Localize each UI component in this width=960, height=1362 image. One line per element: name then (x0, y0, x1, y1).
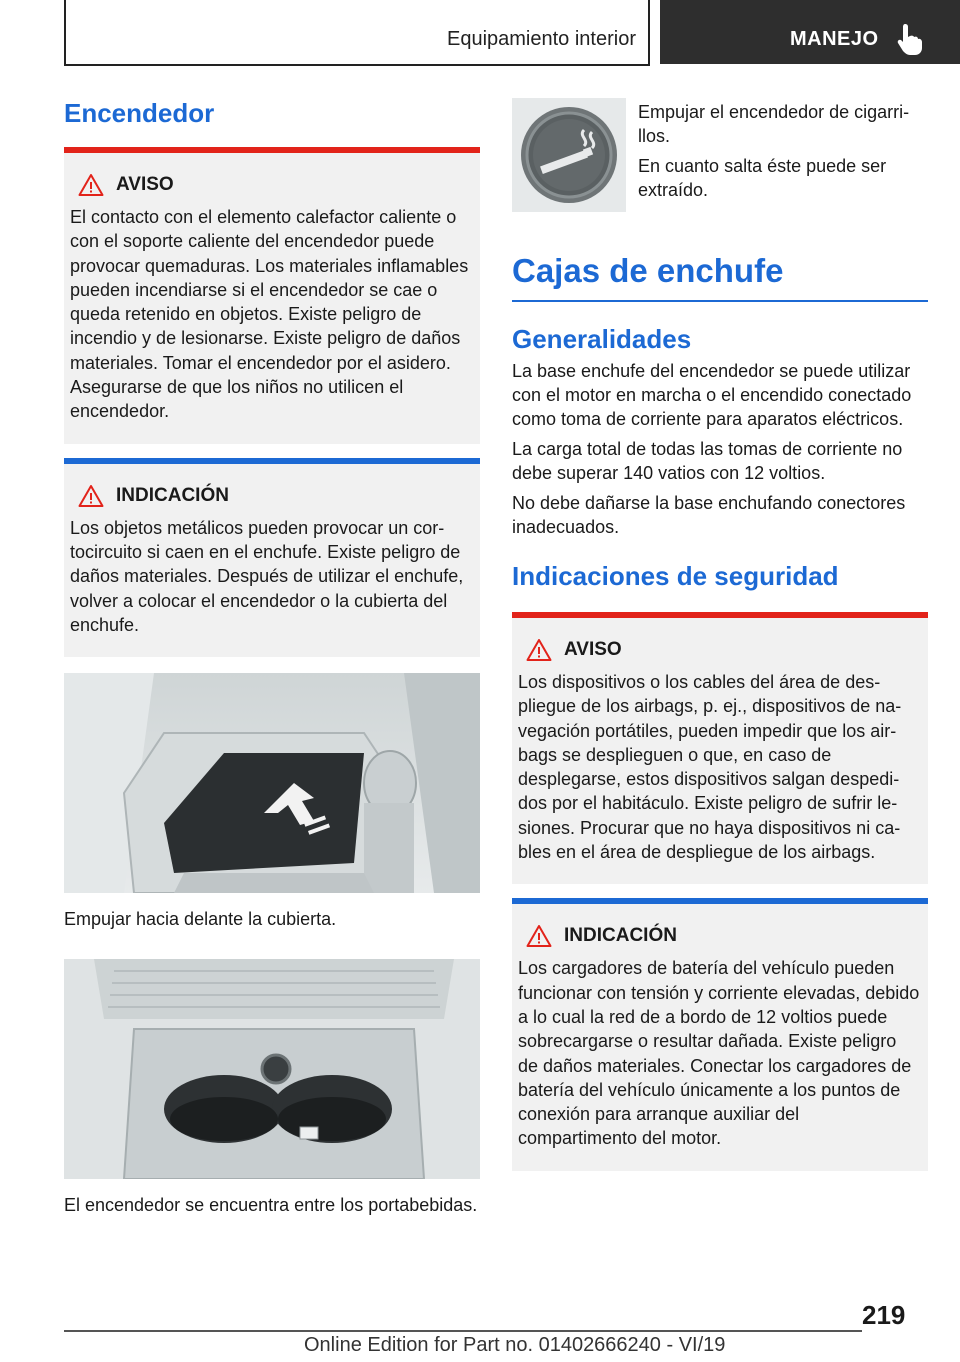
subheading-indicaciones-de-seguridad: Indicaciones de seguridad (512, 561, 839, 591)
info-notice-indicacion (512, 898, 928, 1170)
page-number: 219 (862, 1300, 906, 1330)
header-section-title: Equipamiento interior (447, 28, 636, 50)
footer-rule (64, 1330, 862, 1332)
image-caption: El encendedor se encuentra entre los portabebidas. (64, 1195, 478, 1216)
image-caption: Empujar hacia delante la cubierta. (64, 909, 337, 930)
header-right-rule (648, 0, 650, 66)
lighter-button-image (512, 98, 626, 212)
warning-triangle-icon (526, 638, 552, 662)
notice-text: El contacto con el elemento calefactor caliente o con el soporte caliente del encendedor puede provocar quemaduras. Los materiales inflamables pueden incendiarse si el encendedor se cae o queda retenido en objetos. Existe peligro de incendio y de lesionarse. Existe peligro de daños materiales. Tomar el encendedor por el asidero. Asegurarse de que los niños no utilicen el encendedor. (70, 207, 469, 422)
warning-triangle-icon (526, 924, 552, 948)
right-column (512, 98, 928, 1171)
lighter-text-remove: En cuanto salta éste puede ser extraído. (638, 156, 887, 200)
console-cover-image (64, 673, 480, 893)
warning-notice-aviso (512, 612, 928, 884)
subheading-generalidades: Generalidades (512, 324, 692, 354)
left-column (64, 98, 480, 1217)
notice-title: INDICACIÓN (116, 484, 229, 506)
warning-triangle-icon (78, 484, 104, 508)
notice-title: INDICACIÓN (564, 925, 677, 947)
info-notice-indicacion (64, 458, 480, 657)
lighter-text-push: Empujar el encendedor de cigarrillos. (638, 102, 910, 146)
paragraph: La carga total de todas las tomas de corriente no debe superar 140 vatios con 12 voltios. (512, 439, 903, 483)
paragraph: La base enchufe del encendedor se puede utilizar con el motor en marcha o el encendido conectado como toma de corriente para aparatos eléctricos. (512, 361, 912, 429)
pointing-hand-icon (896, 22, 924, 56)
section-heading-encendedor: Encendedor (64, 98, 215, 128)
header-chapter-label: MANEJO (790, 28, 879, 50)
cupholder-lighter-image (64, 959, 480, 1179)
warning-notice-aviso (64, 147, 480, 444)
notice-title: AVISO (564, 639, 622, 660)
header-underline (64, 64, 650, 66)
footer-edition-text: Online Edition for Part no. 01402666240 - VI/19 (304, 1334, 726, 1356)
lighter-instruction (512, 98, 928, 212)
paragraph: No debe dañarse la base enchufando conectores inadecuados. (512, 493, 906, 537)
notice-text: Los objetos metálicos pueden provocar un cortocircuito si caen en el enchufe. Existe peligro de daños materiales. Después de utilizar el enchufe, volver a colocar el encendedor o la cubierta del enchufe. (70, 517, 464, 635)
notice-text: Los cargadores de batería del vehículo pueden funcionar con tensión y corriente elevadas, debido a lo cual la red de a bordo de 12 voltios puede sobrecargarse o resultar dañada. Existe peligro de daños materiales. Conectar los cargadores de batería del vehículo únicamente a los puntos de conexión para arranque auxiliar del compartimento del motor. (518, 958, 920, 1149)
warning-triangle-icon (78, 173, 104, 197)
section-heading-cajas-de-enchufe: Cajas de enchufe (512, 252, 928, 302)
notice-text: Los dispositivos o los cables del área de despliegue de los airbags, p. ej., dispositivos de navegación portátiles, pueden impedir que los airbags se desplieguen o que, en caso de desplegarse, estos dispositivos salgan despedidos por el habitáculo. Existe peligro de sufrir lesiones. Procurar que no haya dispositivos ni cables en el área de despliegue de los airbags. (518, 672, 902, 863)
notice-title: AVISO (116, 174, 174, 195)
